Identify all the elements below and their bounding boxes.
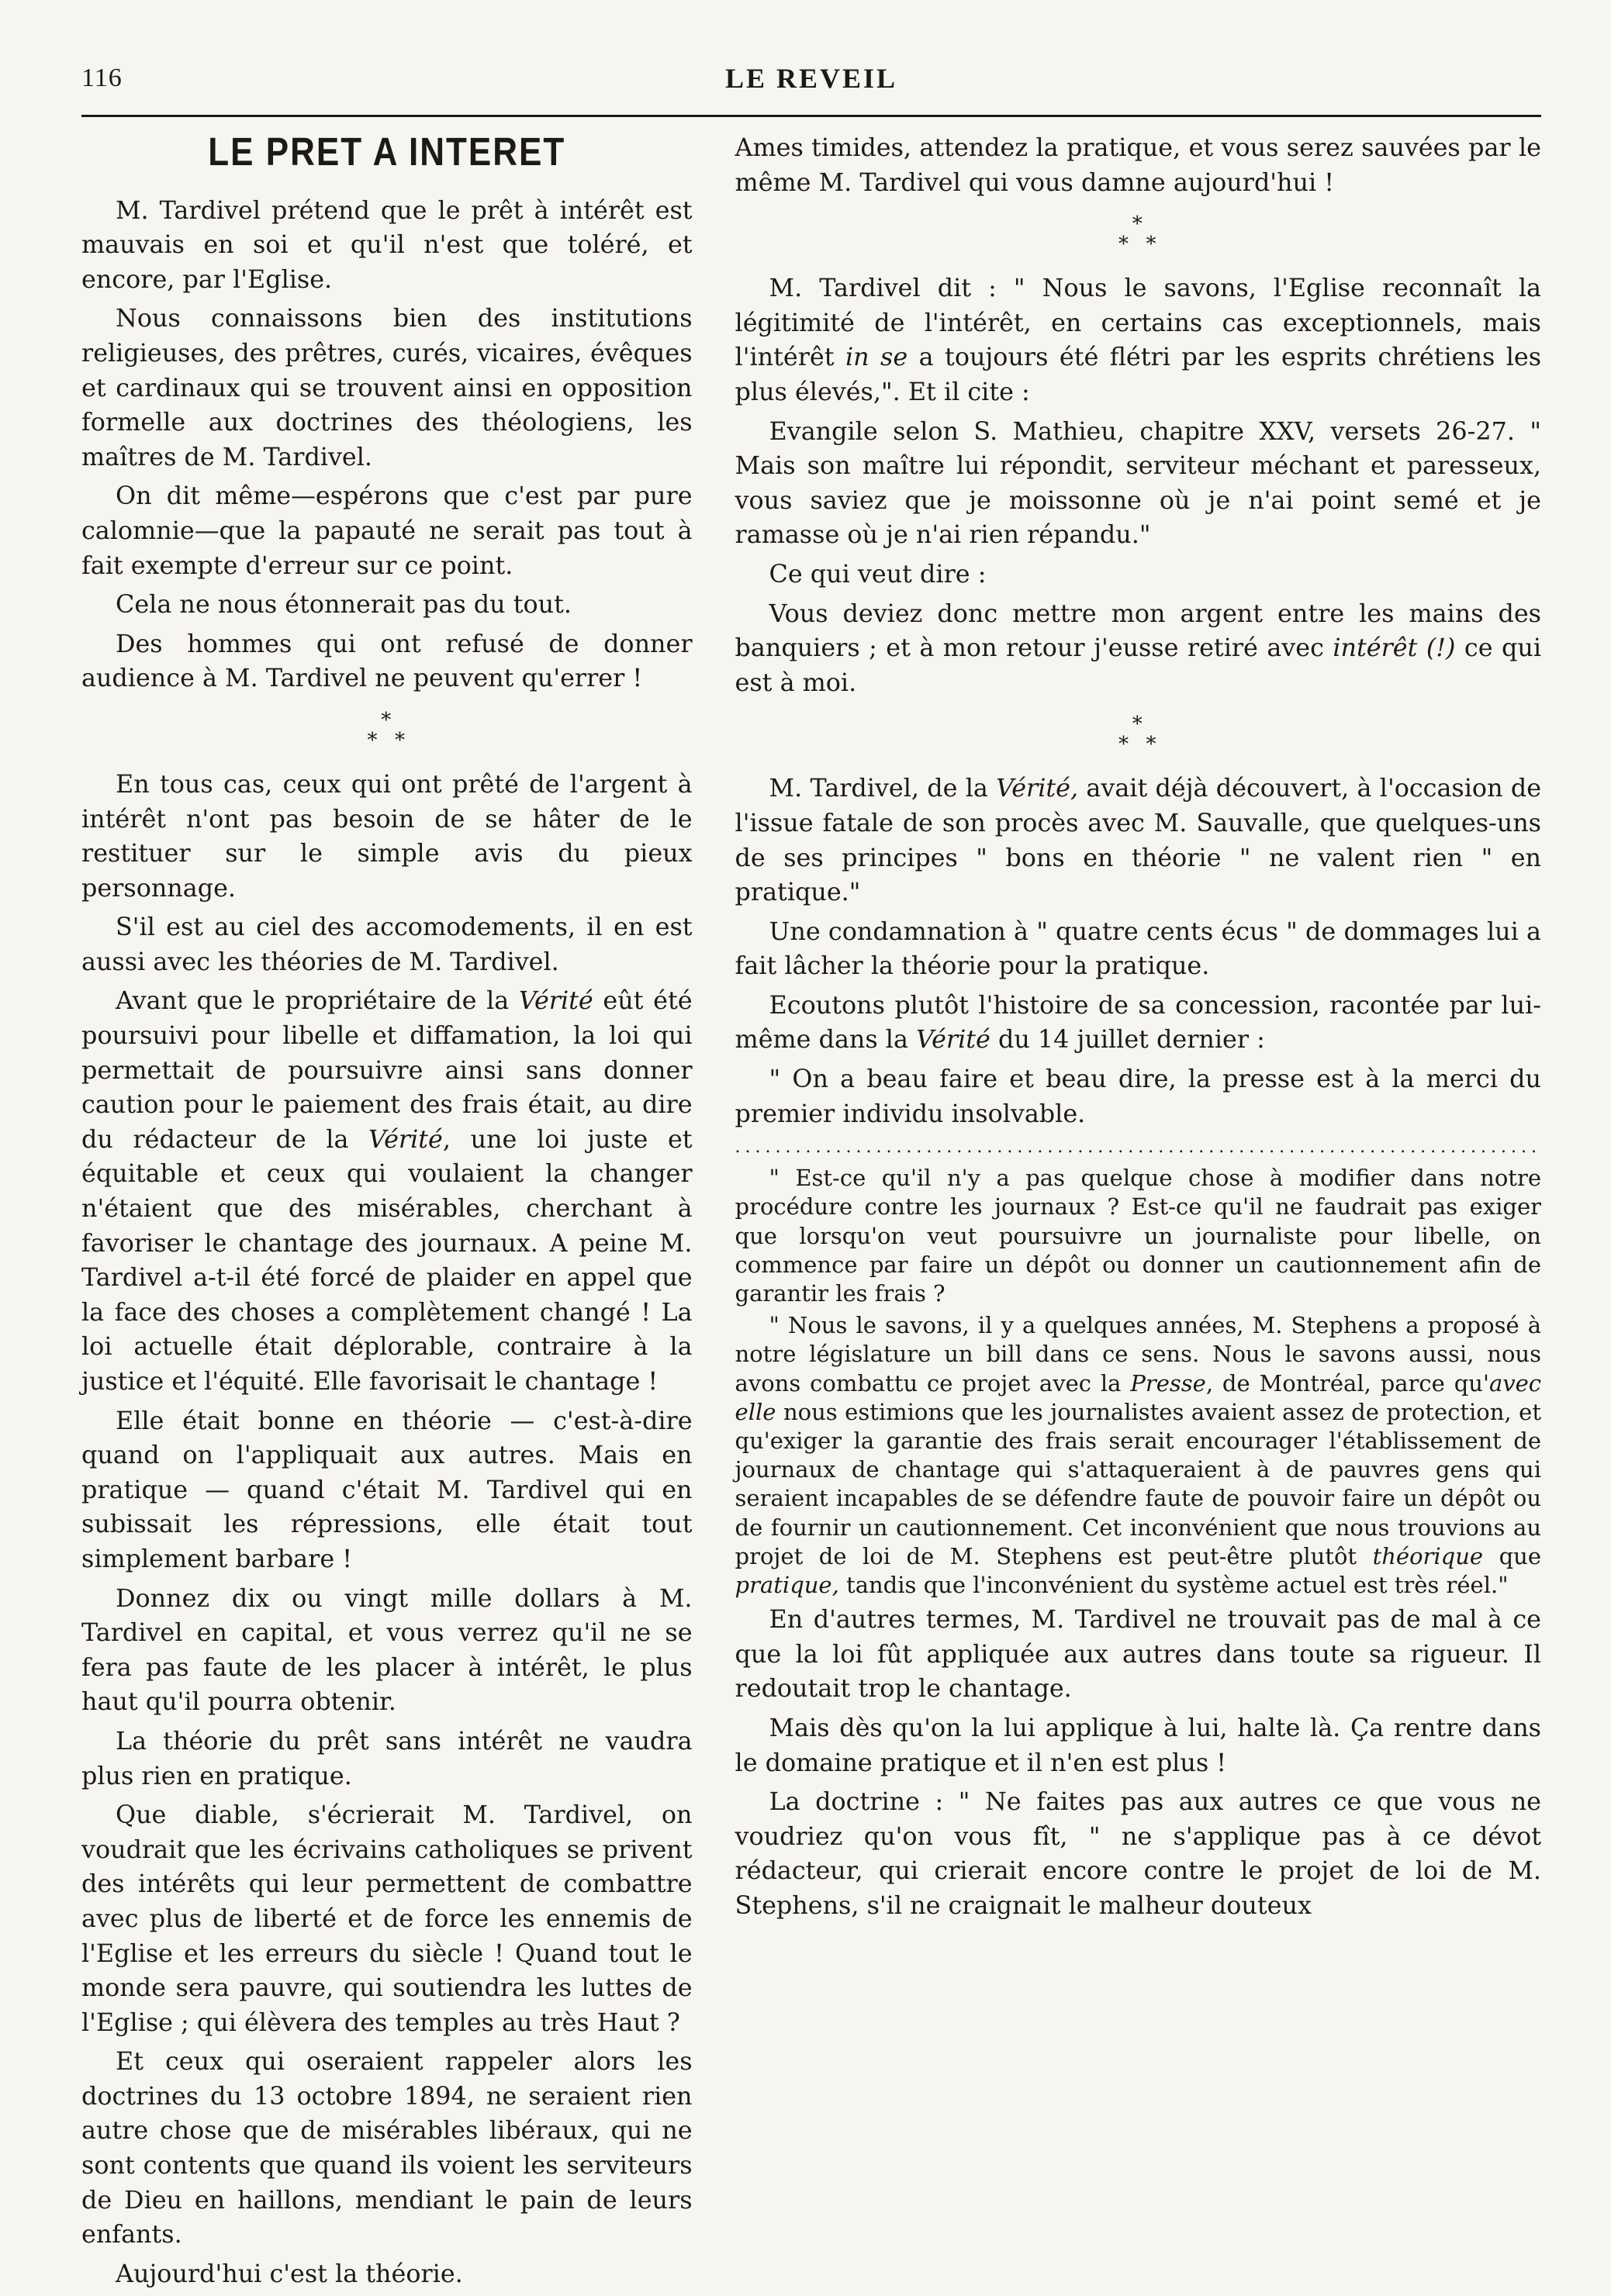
italic-term: théorique <box>1372 1542 1484 1569</box>
text-run: que <box>1499 1542 1541 1569</box>
paragraph: La doctrine : " Ne faites pas aux autres ce que vous ne voudriez qu'on vous fît, " ne s'applique pas à ce dévot rédacteur, qui crierait encore contre le projet de loi de M. Stephens, s'il ne craignait le malheur douteux <box>735 1787 1541 1921</box>
text-run: Avant que le propriétaire de la <box>116 986 510 1016</box>
text-run: , une loi juste et équitable et ceux qui voulaient la changer n'étaient que des misérables, cherchant à favoriser le chantage des journaux. A peine M. Tardivel a-t-il été forcé de plaider en appel que la face des choses a complètement changé ! La loi actuelle était déplorable, contraire à la justice et l'équité. Elle favorisait le chantage ! <box>81 1124 693 1396</box>
italic-title: Vérité <box>518 986 593 1016</box>
italic-term: intérêt (!) <box>1333 634 1456 663</box>
asterism-star: * <box>367 728 379 752</box>
running-head <box>81 54 1541 101</box>
asterism-star: * <box>1132 212 1144 237</box>
asterism-star: * <box>1132 713 1144 737</box>
asterism-star: * <box>1118 233 1130 257</box>
paragraph: Aujourd'hui c'est la théorie. <box>116 2259 463 2288</box>
italic-title: Vérité <box>916 1025 990 1055</box>
paragraph: Et ceux qui oseraient rappeler alors les doctrines du 13 octobre 1894, ne seraient rien autre chose que de misérables libéraux, qui ne sont contents que quand ils voient les serviteurs de Dieu en haillons, mendiant le pain de leurs enfants. <box>81 2047 693 2249</box>
text-run: nous estimions que les journalistes avaient assez de protection, et qu'exiger la garantie des frais serait encourager l'établissement de journaux de chantage qui s'attaqueraient à de pauvres gens qui seraient incapables de se défendre faute de pouvoir faire un dépôt ou de fournir un cautionnement. Cet inconvénient que nous trouvions au projet de loi de M. Stephens est peut-être plutôt <box>735 1398 1541 1569</box>
paragraph: S'il est au ciel des accomodements, il en est aussi avec les théories de M. Tardivel. <box>81 913 693 976</box>
text-run: M. Tardivel dit : " Nous le savons, l'Eglise reconnaît la légitimité de l'intérêt, en certains cas exceptionnels, mais l'intérêt <box>735 274 1541 372</box>
paragraph: Evangile selon S. Mathieu, chapitre XXV, versets 26-27. " Mais son maître lui répondit, serviteur méchant et paresseux, vous saviez que je moissonne où je n'ai point semé et je ramasse où je n'ai rien répandu." <box>735 416 1541 550</box>
paragraph: En d'autres termes, M. Tardivel ne trouvait pas de mal à ce que la loi fût appliquée aux autres dans toute sa rigueur. Il redoutait trop le chantage. <box>735 1605 1541 1704</box>
paragraph <box>735 772 1541 910</box>
paragraph: Cela ne nous étonnerait pas du tout. <box>116 590 572 620</box>
paragraph: On dit même—espérons que c'est par pure calomnie—que la papauté ne serait pas tout à fait exempte d'erreur sur ce point. <box>81 482 693 580</box>
asterism-star: * <box>1146 233 1158 257</box>
paragraph: La théorie du prêt sans intérêt ne vaudra plus rien en pratique. <box>81 1726 693 1790</box>
header-rule <box>81 115 1541 117</box>
text-run: " Nous le savons, il y a quelques années, M. Stephens a proposé à notre législature un bill dans ce sens. Nous le savons aussi, nous avons combattu ce projet avec la <box>735 1312 1541 1397</box>
paragraph: Que diable, s'écrierait M. Tardivel, on voudrait que les écrivains catholiques se privent des intérêts qui leur permettent de combattre avec plus de liberté et de force les ennemis de l'Eglise et les erreurs du siècle ! Quand tout le monde sera pauvre, qui soutiendra les luttes de l'Eglise ; qui élèvera des temples au très Haut ? <box>81 1801 693 2037</box>
asterism-star: * <box>395 728 407 752</box>
paragraph: " On a beau faire et beau dire, la presse est à la merci du premier individu insolvable. <box>735 1065 1541 1128</box>
paragraph: Donnez dix ou vingt mille dollars à M. Tardivel en capital, et vous verrez qu'il ne se fera pas faute de les placer à intérêt, le plus haut qu'il pourra obtenir. <box>81 1583 693 1717</box>
article-title: LE PRET A INTERET <box>208 130 566 174</box>
text-run: tandis que l'inconvénient du système actuel est très réel." <box>846 1572 1509 1599</box>
left-column <box>81 131 693 2296</box>
italic-term: pratique, <box>735 1572 839 1599</box>
asterism-divider <box>735 713 1541 757</box>
text-run: avait déjà découvert, à l'occasion de l'issue fatale de son procès avec M. Sauvalle, que quelques-uns de ses principes " bons en théorie " ne valent rien " en pratique." <box>735 774 1542 907</box>
paragraph: En tous cas, ceux qui ont prêté de l'argent à intérêt n'ont pas besoin de se hâter de le restituer sur le simple avis du pieux personnage. <box>81 769 693 903</box>
paragraph <box>735 597 1541 701</box>
paragraph <box>735 271 1541 409</box>
paragraph: Ames timides, attendez la pratique, et vous serez sauvées par le même M. Tardivel qui vous damne aujourd'hui ! <box>735 133 1541 197</box>
asterism-divider <box>81 710 693 751</box>
paragraph <box>735 989 1541 1058</box>
quote-paragraph <box>735 1311 1541 1600</box>
asterism-star: * <box>1146 733 1158 757</box>
text-run: a toujours été flétri par les esprits chrétiens les plus élevés,". Et il cite : <box>735 343 1542 406</box>
quoted-passage <box>735 1164 1541 1600</box>
quote-paragraph: " Est-ce qu'il n'y a pas quelque chose à modifier dans notre procédure contre les journaux ? Est-ce qu'il ne faudrait pas exiger que lorsqu'on veut poursuivre un journaliste pour libelle, on commence par faire un dépôt ou donner un cautionnement afin de garantir les frais ? <box>735 1165 1541 1307</box>
page-number: 116 <box>81 64 123 92</box>
paragraph: Elle était bonne en théorie — c'est-à-dire quand on l'appliquait aux autres. Mais en pratique — quand c'était M. Tardivel qui en subissait les répressions, elle était tout simplement barbare ! <box>81 1406 693 1573</box>
text-run: ce qui est à moi. <box>735 634 1542 697</box>
paragraph: Des hommes qui ont refusé de donner audience à M. Tardivel ne peuvent qu'errer ! <box>81 629 693 693</box>
italic-term: in se <box>845 343 908 372</box>
paragraph: Une condamnation à " quatre cents écus " de dommages lui a fait lâcher la théorie pour la pratique. <box>735 917 1541 981</box>
article-columns <box>81 131 1541 2296</box>
text-run: Vous deviez donc mettre mon argent entre les mains des banquiers ; et à mon retour j'eusse retiré avec <box>735 599 1541 663</box>
paragraph: Mais dès qu'on la lui applique à lui, halte là. Ça rentre dans le domaine pratique et il n'en est plus ! <box>735 1714 1541 1777</box>
text-run: , de Montréal, parce qu' <box>1205 1369 1489 1397</box>
italic-title: Vérité, <box>996 774 1079 803</box>
asterism-star: * <box>381 708 393 732</box>
text-run: Ecoutons plutôt l'histoire de sa concession, racontée par lui-même dans la <box>735 990 1541 1055</box>
text-run: du 14 juillet dernier : <box>997 1025 1265 1055</box>
ellipsis-rule: ................................................................................ <box>735 1138 1541 1158</box>
paragraph: Ce qui veut dire : <box>769 559 987 589</box>
text-run: M. Tardivel, de la <box>769 774 988 803</box>
italic-title: Vérité <box>368 1124 443 1154</box>
journal-title: LE REVEIL <box>724 63 898 94</box>
asterism-star: * <box>1118 733 1130 757</box>
paragraph <box>81 984 693 1399</box>
asterism-divider <box>735 212 1541 257</box>
right-column <box>735 131 1541 2296</box>
italic-term: avec elle <box>735 1369 1542 1425</box>
text-run: eût été poursuivi pour libelle et diffamation, la loi qui permettait de poursuivre ainsi sans donner caution pour le paiement des frais était, au dire du rédacteur de la <box>81 986 693 1154</box>
italic-title: Presse <box>1130 1369 1206 1397</box>
paragraph: M. Tardivel prétend que le prêt à intérêt est mauvais en soi et qu'il n'est que toléré, et encore, par l'Eglise. <box>81 195 693 294</box>
paragraph: Nous connaissons bien des institutions religieuses, des prêtres, curés, vicaires, évêques et cardinaux qui se trouvent ainsi en opposition formelle aux doctrines des théologiens, les maîtres de M. Tardivel. <box>81 304 693 471</box>
